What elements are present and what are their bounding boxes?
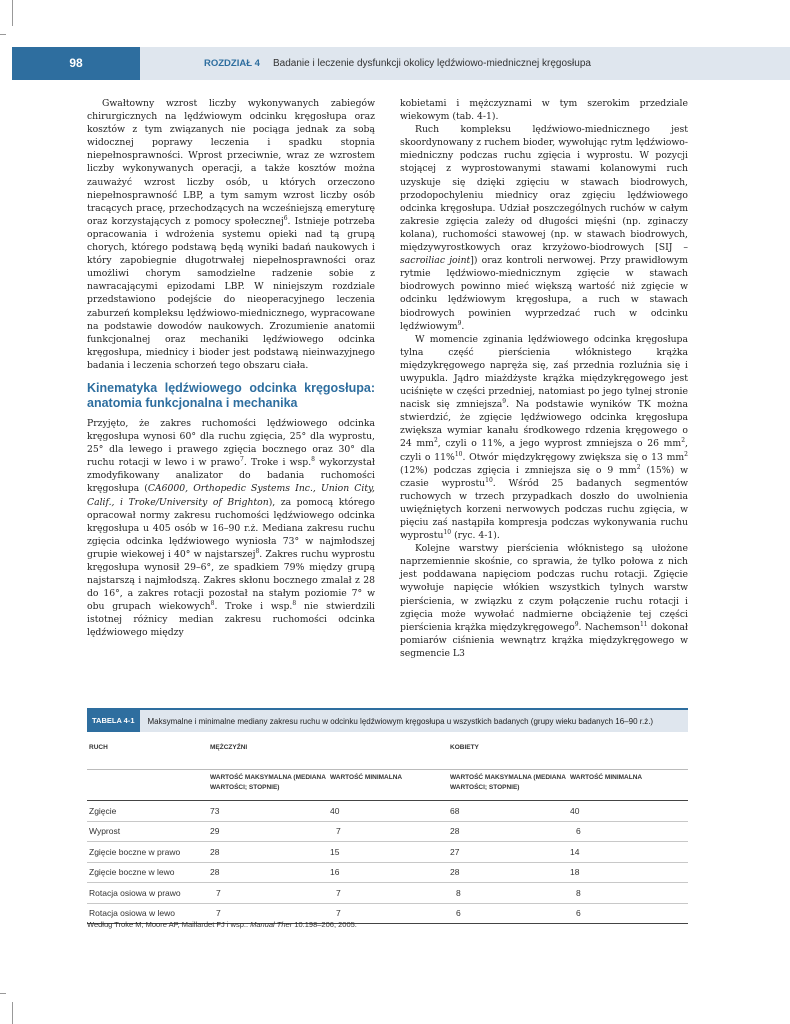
row-label: Zgięcie [87, 801, 208, 822]
paragraph: Gwałtowny wzrost liczby wykonywanych zabiegów chirurgicznych na lędźwiowym odcinku kręgosłupa oraz kosztów z tym związanych nie pociąga jednak za sobą widocznej poprawy leczenia i spadku stopnia niepełnosprawności. Wprost przeciwnie, wraz ze wzrostem liczby wykonywanych operacji, a także kosztów można zauważyć wzrost liczby osób, u których orzeczono niepełnosprawność LBP, a tym samym wzrost liczby osób tracących pracę, przechodzących na wcześniejszą emeryturę oraz korzystających z pomocy społecznej$^6$. Istnieje potrzeba opracowania i wdrożenia systemu opieki nad tą grupą chorych, którego podstawą będą wyniki badań naukowych i który zapobiegnie długotrwałej niepełnosprawności oraz umożliwi chorym samodzielne radzenie sobie z nawracającymi epizodami LBP. W niniejszym rozdziale przedstawiono podejście do nieoperacyjnego leczenia zaburzeń kompleksu lędźwiowo-miednicznego, wypracowane na podstawie dowodów naukowych. Zrozumienie anatomii funkcjonalnej oraz mechaniki lędźwiowego odcinka kręgosłupa, miednicy i bioder jest podstawą nieinwazyjnego badania i leczenia schorzeń tego obszaru ciała. [87, 98, 375, 371]
table-cell: 28 [448, 821, 568, 842]
table-cell: 8 [448, 883, 568, 904]
table-cell: 15 [328, 842, 448, 863]
table-cell: 7 [328, 821, 448, 842]
col-group-women: KOBIETY [448, 732, 688, 770]
running-header [12, 47, 790, 80]
table-cell: 27 [448, 842, 568, 863]
table-cell: 7 [328, 883, 448, 904]
col-header-max: WARTOŚĆ MAKSYMALNA (MEDIANA WARTOŚCI; STOPNIE) [448, 770, 568, 801]
table-row [87, 883, 688, 904]
col-header-min: WARTOŚĆ MINIMALNA [328, 770, 448, 801]
row-label: Rotacja osiowa w lewo [87, 903, 208, 924]
table-cell: 40 [568, 801, 688, 822]
chapter-label: ROZDZIAŁ 4 [204, 58, 260, 69]
table-cell: 16 [328, 862, 448, 883]
table-title: Maksymalne i minimalne mediany zakresu ruchu w odcinku lędźwiowym kręgosłupa u wszystkich badanych (grupy wieku badanych 16–90 r.ż.) [147, 716, 654, 726]
row-label: Zgięcie boczne w prawo [87, 842, 208, 863]
table-cell: 7 [208, 903, 328, 924]
table-cell: 6 [568, 821, 688, 842]
table-cell: 28 [208, 842, 328, 863]
col-header-min: WARTOŚĆ MINIMALNA [568, 770, 688, 801]
table-row [87, 862, 688, 883]
table-row [87, 821, 688, 842]
table-row [87, 842, 688, 863]
crop-mark [0, 993, 6, 994]
col-header-ruch: RUCH [87, 732, 208, 770]
paragraph: Przyjęto, że zakres ruchomości lędźwiowego odcinka kręgosłupa wynosi 60° dla ruchu zgięcia, 25° dla wyprostu, 25° dla lewego i prawego zgięcia bocznego oraz 30° dla ruchu rotacji w lewo i w prawo$^7$. Troke i wsp.$^8$ wykorzystał zmodyfikowany analizator do badania ruchomości kręgosłupa (CA6000, Orthopedic Systems Inc., Union City, Calif., i Troke/University of Brighton), za pomocą którego opracował normy zakresu ruchomości lędźwiowego odcinka kręgosłupa u 405 osób w 16–90 r.ż. Mediana zakresu ruchu zgięcia odcinka lędźwiowego wyniosła 73° w najmłodszej grupie wiekowej i 40° w najstarszej$^8$. Zakres ruchu wyprostu kręgosłupa wynosił 29–6°, ze spadkiem 79% między grupą najstarszą i najmłodszą. Zakres skłonu bocznego zmalał z 28 do 16°, a zakres rotacji pozostał na stałym poziomie 7° w obu grupach wiekowych$^8$. Troke i wsp.$^8$ nie stwierdzili istotnej różnicy median zakresu ruchomości odcinka lędźwiowego między [87, 417, 376, 639]
col-header-max: WARTOŚĆ MAKSYMALNA (MEDIANA WARTOŚCI; STOPNIE) [208, 770, 328, 801]
table-cell: 18 [568, 862, 688, 883]
table-cell: 8 [568, 883, 688, 904]
crop-mark [12, 1002, 13, 1024]
table-caption [87, 708, 688, 732]
paragraph: W momencie zginania lędźwiowego odcinka kręgosłupa tylna część pierścienia włóknistego krążka międzykręgowego napręża się, zaś przednia rozluźnia się i uwypukla. Jądro miażdżyste krążka międzykręgowego jest uciśnięte w części przedniej, natomiast po jego tylnej stronie nacisk się zmniejsza$^9$. Na podstawie wyników TK można stwierdzić, że zgięcie lędźwiowego odcinka kręgosłupa zwiększa wymiar kanału środkowego rdzenia kręgowego o 24 $mm^2$, czyli o 11%, a jego wyprost zmniejsza o 26 $mm^2$, czyli o 11%$^{10}$. Otwór międzykręgowy zwiększa się o 13 $mm^2$ (12%) podczas zgięcia i zmniejsza się o 9 $mm^2$ (15%) w czasie wyprostu$^{10}$. Wśród 25 badanych segmentów ruchowych w trzech przypadkach doszło do uwolnienia uwięźniętych korzeni nerwowych podczas ruchu zgięcia, w pięciu zaś nastąpiła kompresja podczas wykonywania ruchu wyprostu$^{10}$ (ryc. 4-1). [400, 333, 688, 542]
crop-mark [12, 0, 13, 26]
table-cell: 14 [568, 842, 688, 863]
crop-mark [0, 34, 6, 35]
table-source: Według Troke M, Moore AP, Maillardet FJ i wsp.: Manual Ther 10:198–206, 2005. [87, 920, 357, 929]
table-cell: 6 [568, 903, 688, 924]
table-row [87, 801, 688, 822]
table-cell: 40 [328, 801, 448, 822]
col-group-men: MĘŻCZYŹNI [208, 732, 448, 770]
row-label: Rotacja osiowa w prawo [87, 883, 208, 904]
table-label: TABELA 4-1 [87, 710, 140, 732]
table-cell: 28 [448, 862, 568, 883]
paragraph: kobietami i mężczyznami w tym szerokim przedziale wiekowym (tab. 4-1). [400, 98, 688, 123]
row-label: Wyprost [87, 821, 208, 842]
table-cell: 29 [208, 821, 328, 842]
table-cell: 68 [448, 801, 568, 822]
table-cell: 7 [328, 903, 448, 924]
text-column-right [400, 97, 688, 660]
text-column-left [87, 97, 375, 640]
page-number: 98 [12, 47, 140, 80]
paragraph: Kolejne warstwy pierścienia włóknistego są ułożone naprzemiennie skośnie, co sprawia, że tylko połowa z nich jest poddawana napięciom podczas ruchu rotacji. Zgięcie wywołuje napięcie włókien wszystkich tylnych warstw pierścienia, w związku z czym połączenie ruchu rotacji i zgięcia może wywołać nadmierne obciążenie tej części pierścienia krążka międzykręgowego$^9$. Nachemson$^{11}$ dokonał pomiarów ciśnienia wewnątrz krążka międzykręgowego w segmencie L3 [400, 543, 688, 659]
table-4-1 [87, 708, 688, 924]
table-body [87, 801, 688, 924]
chapter-title: Badanie i leczenie dysfunkcji okolicy lędźwiowo-miednicznej kręgosłupa [273, 58, 591, 69]
row-label: Zgięcie boczne w lewo [87, 862, 208, 883]
table-cell: 7 [208, 883, 328, 904]
table-cell: 73 [208, 801, 328, 822]
table-cell: 28 [208, 862, 328, 883]
table-subheader-row [87, 770, 688, 801]
table-header-row [87, 732, 688, 770]
table-cell: 6 [448, 903, 568, 924]
data-table [87, 732, 688, 924]
paragraph: Ruch kompleksu lędźwiowo-miednicznego jest skoordynowany z ruchem bioder, wywołując rytm lędźwiowo-miedniczny podczas ruchu zgięcia i wyprostu. W pozycji stojącej z wyprostowanymi stawami kolanowymi ruch uzyskuje się dzięki zgięciu w stawach biodrowych, przodopochyleniu miednicy oraz zgięciu lędźwiowego odcinka kręgosłupa. Udział poszczególnych ruchów w całym zakresie zgięcia zależy od długości mięśni (np. zginaczy kolana), ruchomości stawowej (np. w stawach biodrowych, międzywyrostkowych oraz krzyżowo-biodrowych [SIJ – sacroiliac joint]) oraz kontroli nerwowej. Przy prawidłowym rytmie lędźwiowo-miednicznym zgięcie w stawach biodrowych powinno mieć większą wartość niż zgięcie w odcinku lędźwiowym kręgosłupa, a ruch w stawach biodrowych powinien wyprzedzać ruch w odcinku lędźwiowym$^9$. [400, 124, 688, 332]
section-heading: Kinematyka lędźwiowego odcinka kręgosłupa: anatomia funkcjonalna i mechanika [87, 380, 375, 410]
